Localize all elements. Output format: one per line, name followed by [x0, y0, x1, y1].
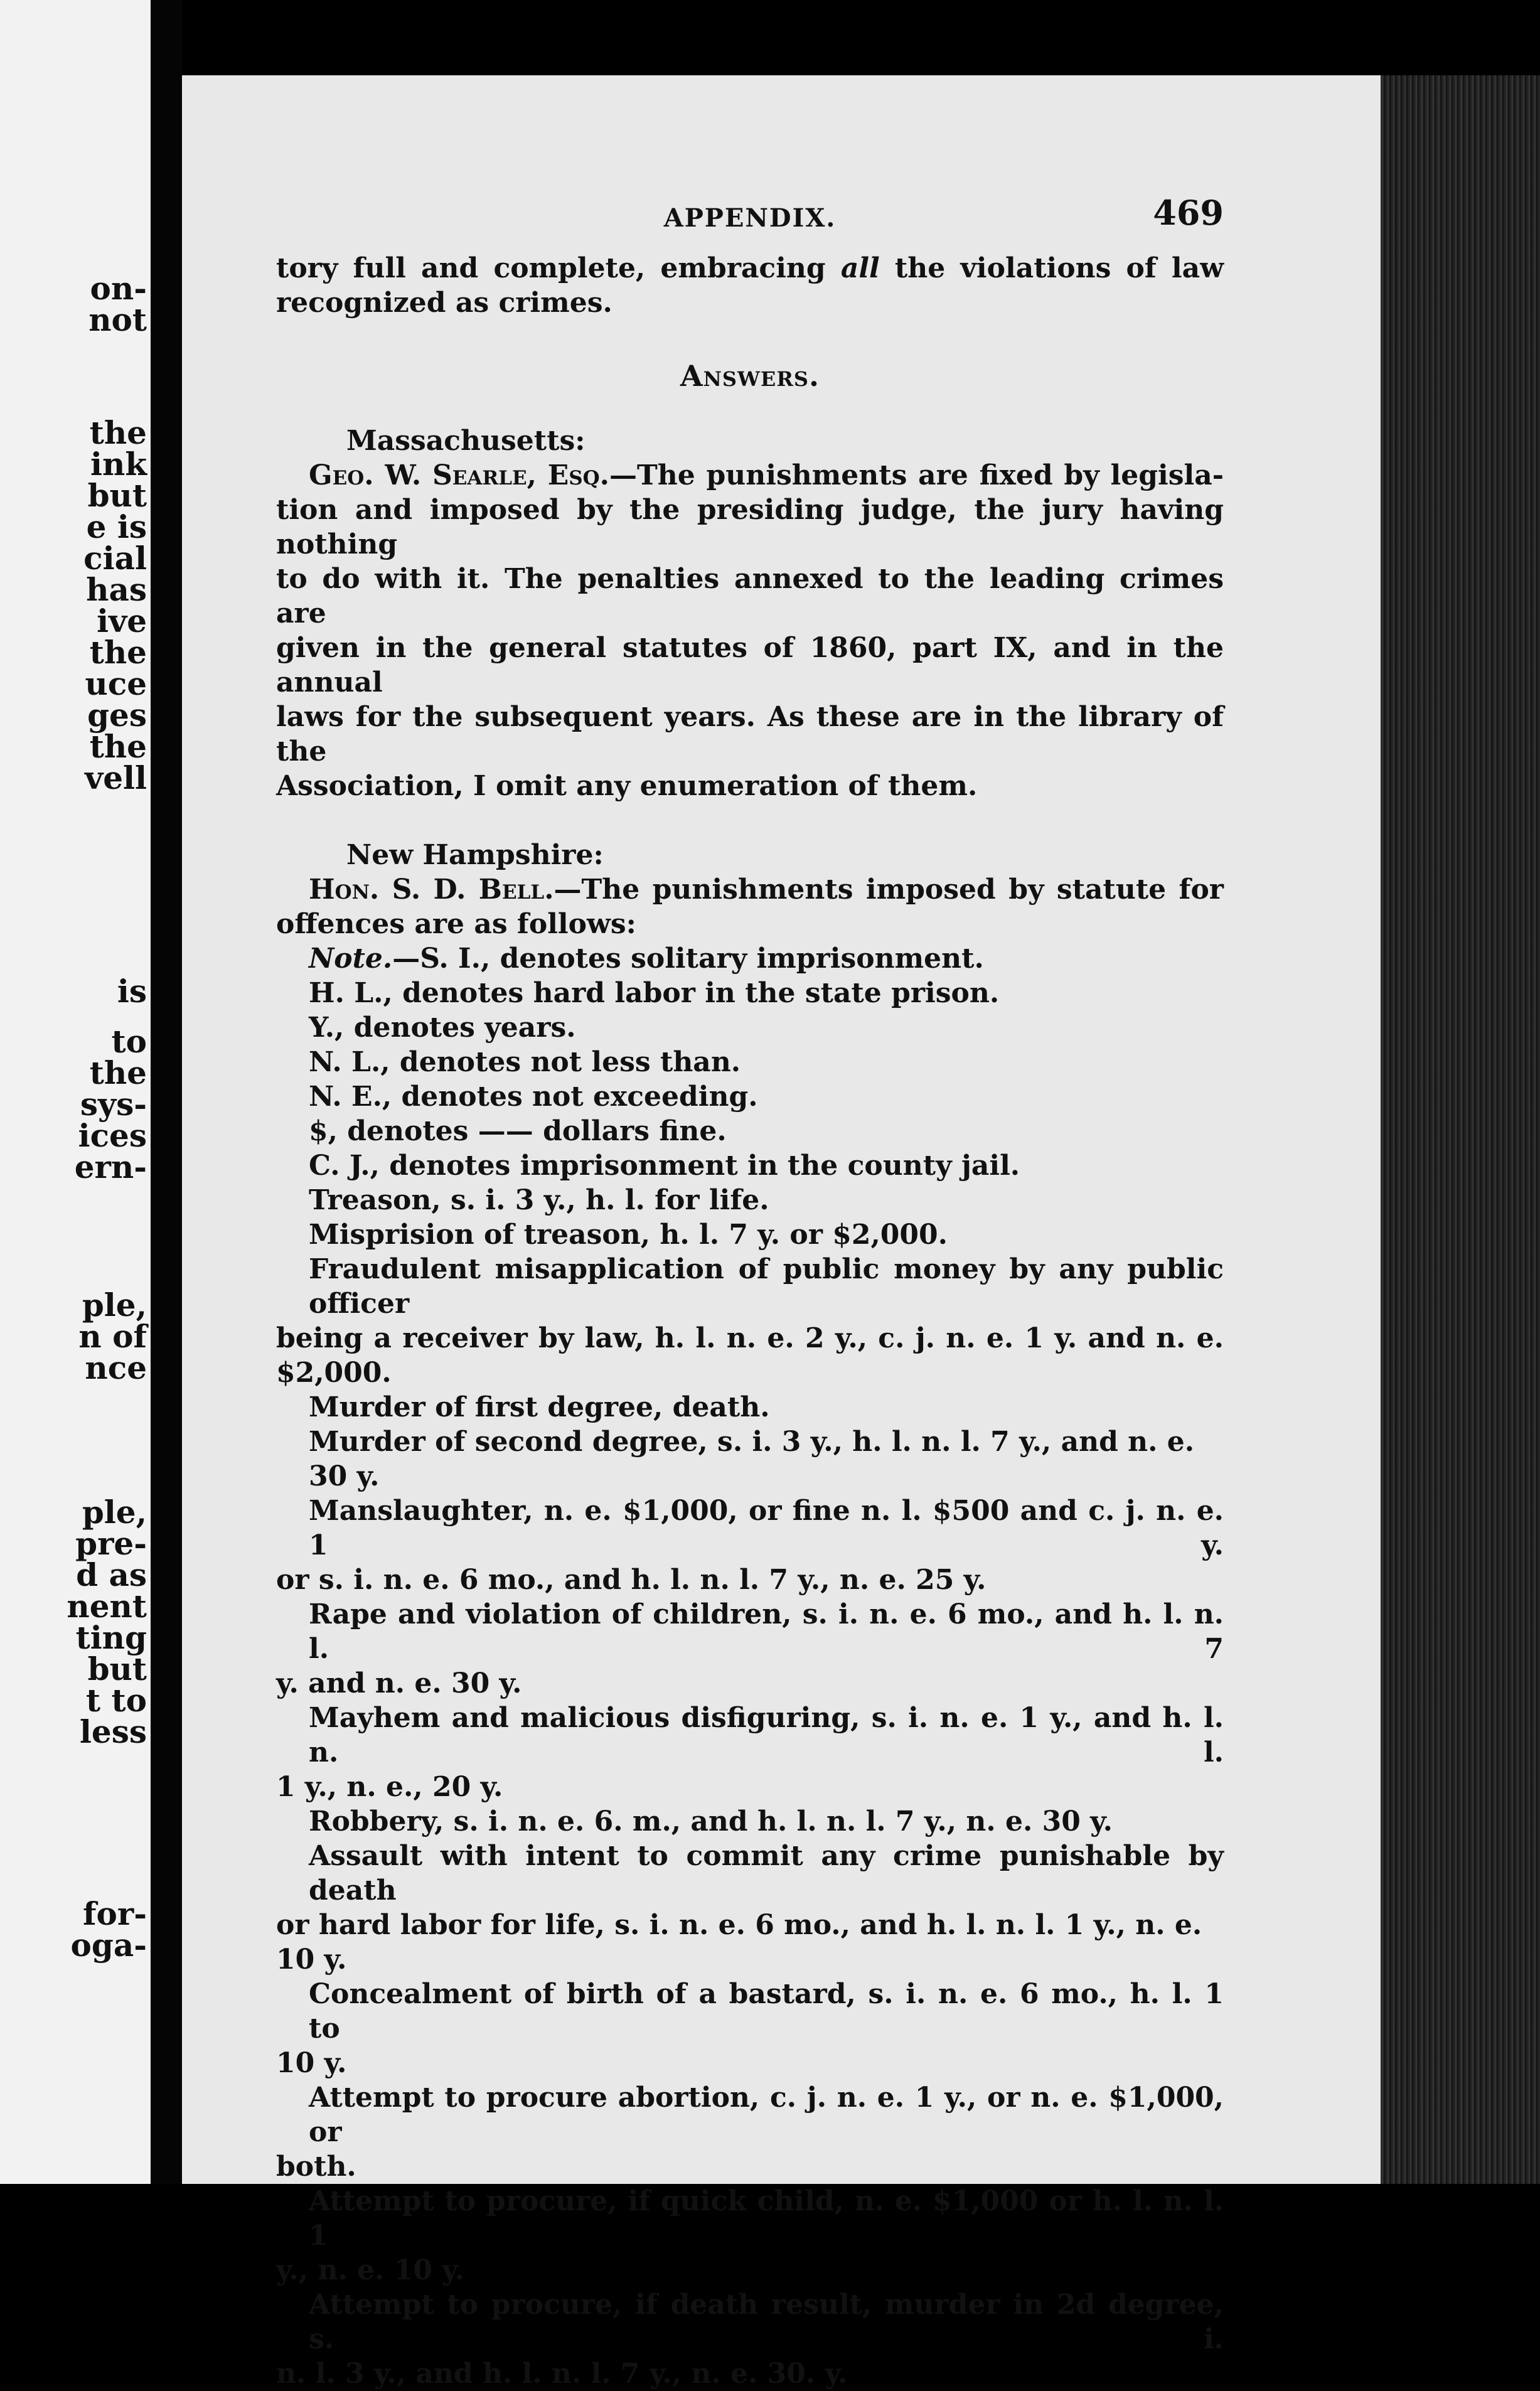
abbreviation-line: $, denotes —— dollars fine.: [309, 1115, 727, 1147]
page-number: 469: [1153, 193, 1224, 233]
left-margin-fragment: nent: [67, 1588, 147, 1625]
punishment-entry: [276, 1494, 1224, 1597]
punishment-entry: [276, 1977, 1224, 2080]
left-margin-fragment: the: [89, 414, 147, 451]
massachusetts-line: laws for the subsequent years. As these are in the library of the: [276, 701, 1224, 768]
left-margin-fragment: the: [89, 1054, 147, 1091]
punishment-entry: [276, 2184, 1224, 2287]
intro-line-2: recognized as crimes.: [276, 287, 612, 319]
left-margin-fragment: oga-: [70, 1927, 147, 1964]
left-margin-fragment: but: [87, 477, 147, 514]
punishment-line: $2,000.: [276, 1357, 392, 1389]
punishment-entry: [276, 1425, 1224, 1494]
punishment-line: both.: [276, 2151, 356, 2183]
state-heading-massachusetts: Massachusetts:: [346, 425, 586, 457]
left-margin-fragment: less: [79, 1713, 147, 1750]
punishment-line: Treason, s. i. 3 y., h. l. for life.: [309, 1184, 769, 1216]
punishment-entry: [276, 1217, 1224, 1252]
massachusetts-line: given in the general statutes of 1860, part IX, and in the annual: [276, 632, 1224, 698]
punishment-entry: [276, 2287, 1224, 2391]
page-fore-edge: [1381, 75, 1540, 2184]
left-page: [0, 0, 151, 2184]
punishment-line: Misprision of treason, h. l. 7 y. or $2,000.: [309, 1219, 948, 1251]
punishment-line: 10 y.: [276, 2047, 347, 2079]
left-margin-fragment: uce: [85, 665, 147, 702]
punishment-line: or s. i. n. e. 6 mo., and h. l. n. l. 7 y., n. e. 25 y.: [276, 1564, 987, 1596]
punishment-line: Rape and violation of children, s. i. n. e. 6 mo., and h. l. n. l. 7: [309, 1598, 1224, 1665]
punishment-line: y., n. e. 10 y.: [276, 2254, 465, 2286]
left-margin-fragment: n of: [78, 1318, 147, 1355]
punishment-line: 1 y., n. e., 20 y.: [276, 1771, 503, 1803]
punishment-line: being a receiver by law, h. l. n. e. 2 y., c. j. n. e. 1 y. and n. e.: [276, 1322, 1224, 1354]
left-margin-fragment: but: [87, 1650, 147, 1688]
punishment-line: Attempt to procure abortion, c. j. n. e. 1 y., or n. e. $1,000, or: [309, 2082, 1224, 2148]
punishment-line: Attempt to procure, if death result, murder in 2d degree, s. i.: [309, 2289, 1224, 2355]
left-margin-fragment: pre-: [75, 1525, 147, 1562]
abbreviation-notes: [276, 941, 1224, 1183]
left-margin-fragment: has: [86, 571, 147, 608]
abbreviation-line: Y., denotes years.: [309, 1012, 576, 1044]
left-margin-fragment: sys-: [80, 1086, 147, 1123]
left-margin-fragment: to: [111, 1023, 147, 1060]
left-margin-fragment: on-: [90, 270, 147, 307]
punishment-line: Robbery, s. i. n. e. 6. m., and h. l. n. l. 7 y., n. e. 30 y.: [309, 1805, 1113, 1837]
left-margin-fragment: e is: [86, 508, 147, 545]
punishment-line: n. l. 3 y., and h. l. n. l. 7 y., n. e. 30. y.: [276, 2358, 848, 2390]
answers-heading: Answers.: [680, 359, 820, 393]
left-margin-fragment: t to: [86, 1682, 147, 1719]
left-margin-fragment: ern-: [74, 1148, 147, 1185]
punishment-line: Attempt to procure, if quick child, n. e. $1,000 or h. l. n. l. 1: [309, 2185, 1224, 2252]
punishment-entry: [276, 1252, 1224, 1390]
punishment-entry: [276, 1839, 1224, 1977]
left-margin-fragment: ple,: [82, 1494, 147, 1531]
massachusetts-line: tion and imposed by the presiding judge, the jury having nothing: [276, 494, 1224, 560]
new-hampshire-answer: [276, 872, 1224, 941]
punishment-line: Manslaughter, n. e. $1,000, or fine n. l. $500 and c. j. n. e. 1 y.: [309, 1495, 1224, 1561]
speaker-name: Hon. S. D. Bell.: [309, 874, 554, 906]
new-hampshire-line: Hon. S. D. Bell.—The punishments imposed by statute for: [309, 874, 1224, 906]
punishment-entry: [276, 1597, 1224, 1701]
massachusetts-line: Geo. W. Searle, Esq.—The punishments are fixed by legisla-: [309, 459, 1224, 491]
punishment-line: Concealment of birth of a bastard, s. i. n. e. 6 mo., h. l. 1 to: [309, 1978, 1224, 2045]
left-margin-fragment: cial: [83, 540, 147, 577]
abbreviation-line: C. J., denotes imprisonment in the county jail.: [309, 1150, 1020, 1182]
abbreviation-line: N. E., denotes not exceeding.: [309, 1081, 758, 1113]
running-head: [276, 193, 1224, 251]
punishment-line: Mayhem and malicious disfiguring, s. i. n. e. 1 y., and h. l. n. l.: [309, 1702, 1224, 1768]
left-margin-fragment: d as: [76, 1556, 147, 1593]
left-margin-fragment: ices: [78, 1117, 147, 1154]
left-margin-fragment: ting: [75, 1619, 147, 1656]
punishment-line: Murder of first degree, death.: [309, 1391, 770, 1423]
punishment-line: Murder of second degree, s. i. 3 y., h. l. n. l. 7 y., and n. e. 30 y.: [309, 1426, 1195, 1492]
left-margin-fragment: the: [89, 728, 147, 765]
left-margin-fragment: ges: [87, 697, 147, 734]
book-gutter: [151, 0, 182, 2184]
massachusetts-line: Association, I omit any enumeration of them.: [276, 770, 978, 802]
abbreviation-line: H. L., denotes hard labor in the state prison.: [309, 977, 1000, 1009]
punishment-line: Fraudulent misapplication of public money by any public officer: [309, 1253, 1224, 1320]
intro-line-1: tory full and complete, embracing all the violations of law: [276, 252, 1224, 284]
abbreviation-line: N. L., denotes not less than.: [309, 1046, 741, 1078]
left-margin-fragment: is: [117, 973, 147, 1010]
state-heading-new-hampshire: New Hampshire:: [346, 839, 604, 871]
left-margin-fragment: ive: [97, 602, 147, 639]
note-label: Note.: [309, 943, 393, 975]
punishment-entries: [276, 1183, 1224, 2391]
punishment-entry: [276, 1390, 1224, 1425]
massachusetts-line: to do with it. The penalties annexed to the leading crimes are: [276, 563, 1224, 629]
left-margin-fragment: ple,: [82, 1286, 147, 1324]
left-margin-fragment: ink: [90, 446, 147, 483]
left-margin-fragment: vell: [85, 759, 147, 796]
punishment-entry: [276, 1701, 1224, 1804]
punishment-entry: [276, 1804, 1224, 1839]
punishment-line: or hard labor for life, s. i. n. e. 6 mo., and h. l. n. l. 1 y., n. e. 10 y.: [276, 1909, 1202, 1976]
left-margin-fragment: the: [89, 634, 147, 671]
punishment-entry: [276, 2080, 1224, 2184]
massachusetts-answer: [276, 458, 1224, 803]
punishment-entry: [276, 1183, 1224, 1217]
punishment-line: y. and n. e. 30 y.: [276, 1667, 522, 1699]
speaker-name: Geo. W. Searle, Esq.: [309, 459, 609, 491]
abbreviation-line: Note.—S. I., denotes solitary imprisonment.: [309, 943, 984, 975]
left-margin-fragment: nce: [85, 1349, 147, 1386]
new-hampshire-line: offences are as follows:: [276, 908, 636, 940]
page-text: [276, 193, 1224, 2391]
left-margin-fragment: not: [88, 301, 147, 338]
running-head-title: APPENDIX.: [663, 203, 837, 233]
left-margin-fragment: for-: [83, 1895, 147, 1932]
punishment-line: Assault with intent to commit any crime punishable by death: [309, 1840, 1224, 1907]
